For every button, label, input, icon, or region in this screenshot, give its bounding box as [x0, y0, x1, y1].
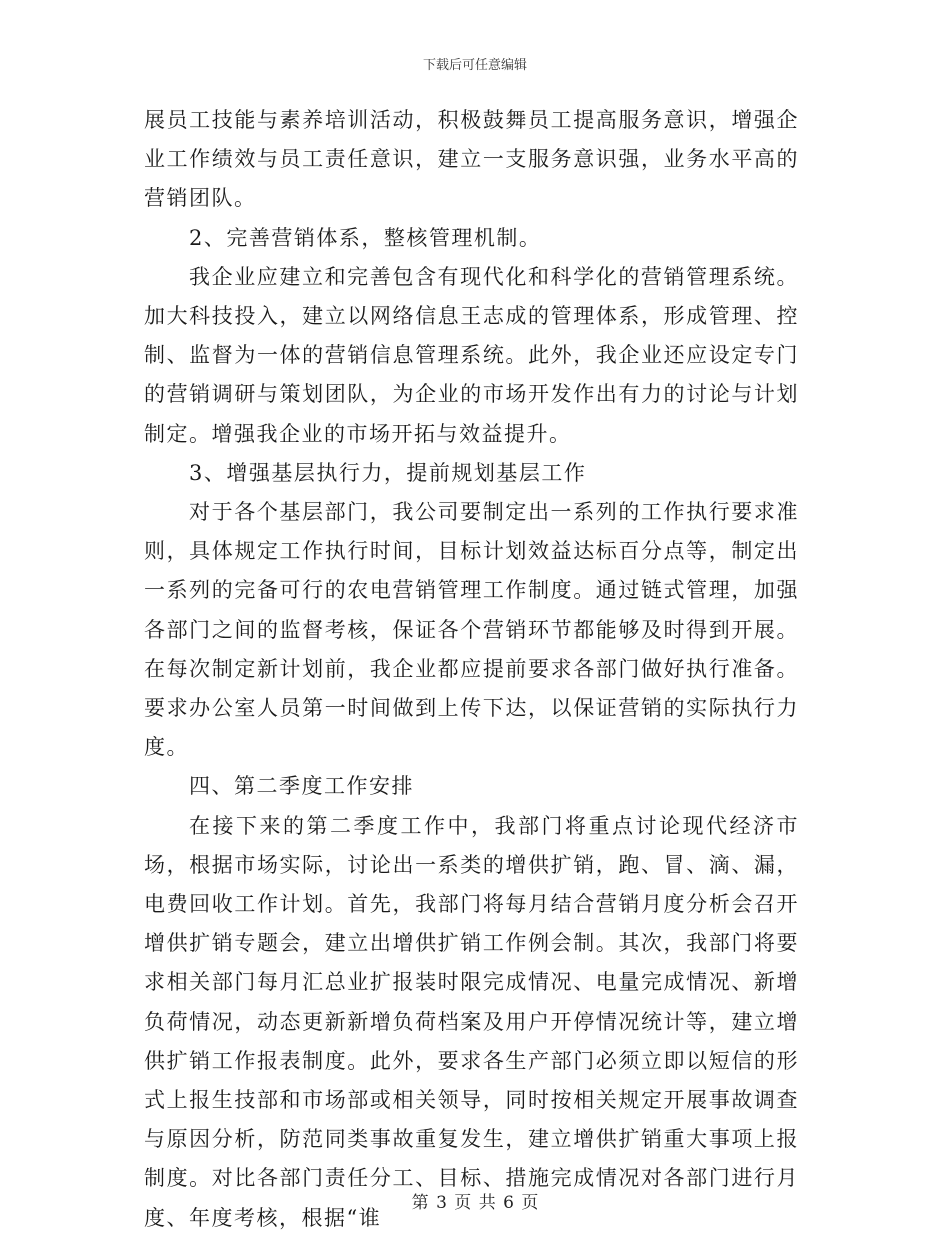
section-heading-marketing-system: 2、完善营销体系，整核管理机制。	[189, 225, 542, 250]
paragraph-grassroots-execution: 对于各个基层部门，我公司要制定出一系列的工作执行要求准则，具体规定工作执行时间，目标计划效益达标百分点等，制定出一系列的完备可行的农电营销管理工作制度。通过链式管理，加强各部门之间的监督考核，保证各个营销环节都能够及时得到开展。在每次制定新计划前，我企业都应提前要求各部门做好执行准备。要求办公室人员第一时间做到上传下达，以保证营销的实际执行力度。	[144, 500, 799, 760]
paragraph-q2-plan: 在接下来的第二季度工作中，我部门将重点讨论现代经济市场，根据市场实际，讨论出一系类的增供扩销，跑、冒、滴、漏，电费回收工作计划。首先，我部门将每月结合营销月度分析会召开增供扩销专题会，建立出增供扩销工作例会制。其次，我部门将要求相关部门每月汇总业扩报装时限完成情况、电量完成情况、新增负荷情况，动态更新新增负荷档案及用户开停情况统计等，建立增供扩销工作报表制度。此外，要求各生产部门必须立即以短信的形式上报生技部和市场部或相关领导，同时按相关规定开展事故调查与原因分析，防范同类事故重复发生，建立增供扩销重大事项上报制度。对比各部门责任分工、目标、措施完成情况对各部门进行月度、年度考核，根据“谁	[144, 813, 799, 1230]
paragraph-continuation: 展员工技能与素养培训活动，积极鼓舞员工提高服务意识，增强企业工作绩效与员工责任意识，建立一支服务意识强，业务水平高的营销团队。	[144, 108, 799, 211]
document-body	[144, 101, 799, 1238]
section-heading-q2-plan: 四、第二季度工作安排	[189, 774, 414, 799]
section-heading-grassroots-execution: 3、增强基层执行力，提前规划基层工作	[189, 460, 587, 485]
page-header: 下载后可任意编辑	[422, 58, 527, 73]
page-number-footer: 第 3 页 共 6 页	[411, 1193, 539, 1213]
paragraph-marketing-system: 我企业应建立和完善包含有现代化和科学化的营销管理系统。加大科技投入，建立以网络信息王志成的管理体系，形成管理、控制、监督为一体的营销信息管理系统。此外，我企业还应设定专门的营销调研与策划团队，为企业的市场开发作出有力的讨论与计划制定。增强我企业的市场开拓与效益提升。	[144, 264, 799, 446]
